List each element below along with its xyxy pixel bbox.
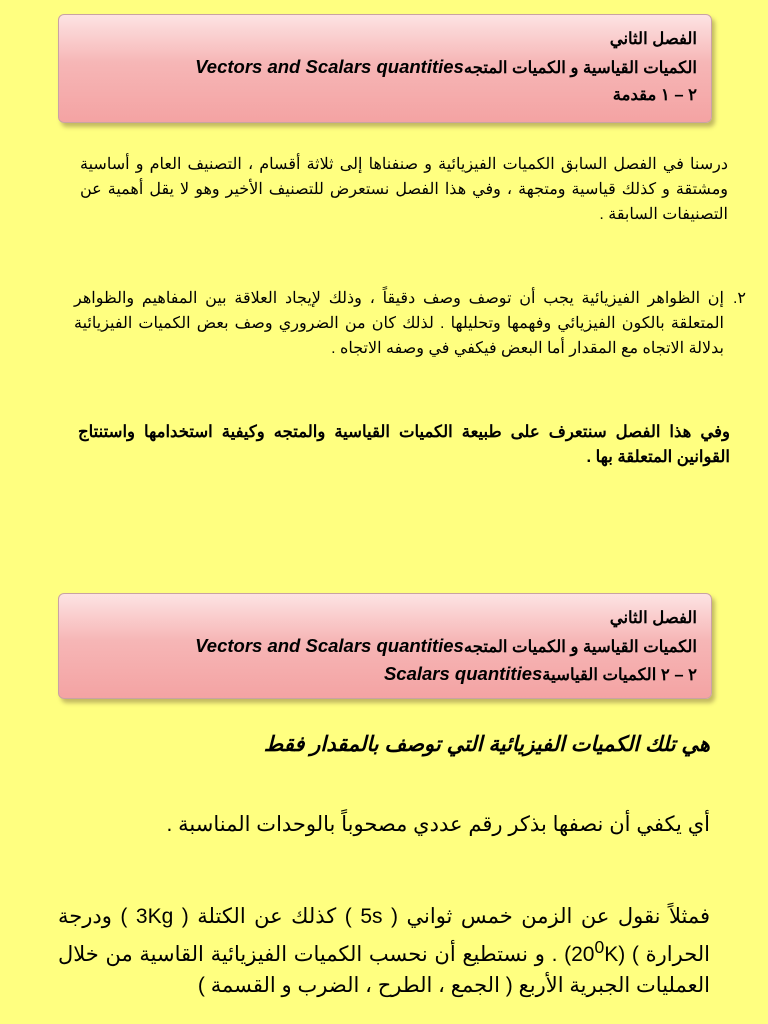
numbered-item (74, 286, 746, 361)
section-title-arabic: ٢ – ٢ الكميات القياسية (542, 666, 697, 684)
item-number: ٢. (732, 290, 746, 307)
item-text: إن الظواهر الفيزيائية يجب أن توصف وصف دقيقاً ، وذلك لإيجاد العلاقة بين المفاهيم والظواهر المتعلقة بالكون الفيزيائي وفهمها وتحليلها . لذلك كان من الضروري وصف بعض الكميات الفيزيائية بدلالة الاتجاه مع المقدار أما البعض فيكفي في وصفه الاتجاه . (74, 290, 724, 357)
chapter-title (73, 55, 697, 79)
section-title-english: Scalars quantities (383, 663, 543, 684)
chapter-title-english: Vectors and Scalars quantities (195, 635, 464, 656)
chapter-header-box (58, 593, 712, 699)
scalar-examples (58, 901, 710, 1001)
chapter-goal-paragraph: وفي هذا الفصل سنتعرف على طبيعة الكميات القياسية والمتجه وكيفية استخدامها واستنتاج القوانين المتعلقة بها . (78, 423, 730, 466)
section-title (73, 83, 697, 107)
chapter-title-arabic: الكميات القياسية و الكميات المتجه (463, 59, 697, 77)
chapter-title (73, 634, 697, 658)
chapter-label: الفصل الثاني (609, 30, 697, 48)
chapter-label: الفصل الثاني (609, 609, 697, 627)
chapter-title-arabic: الكميات القياسية و الكميات المتجه (463, 638, 697, 656)
section-title-arabic: ٢ – ١ مقدمة (612, 86, 697, 104)
slide-scalars (0, 575, 768, 1024)
scalar-definition: هي تلك الكميات الفيزيائية التي توصف بالمقدار فقط (263, 733, 710, 756)
examples-text-b: K) . و نستطيع أن نحسب الكميات الفيزيائية القاسية من خلال العمليات الجبرية الأربع ( الجمع ، الطرح ، الضرب و القسمة ) (58, 943, 710, 997)
section-title (73, 662, 697, 686)
examples-text-a: فمثلاً نقول عن الزمن خمس ثواني ( 5s ) كذلك عن الكتلة ( 3Kg ) ودرجة الحرارة ) (20 (58, 905, 710, 966)
chapter-title-english: Vectors and Scalars quantities (195, 56, 464, 77)
intro-paragraph: درسنا في الفصل السابق الكميات الفيزيائية و صنفناها إلى ثلاثة أقسام ، التصنيف العام و أساسية ومشتقة و كذلك قياسية ومتجهة ، وفي هذا الفصل نستعرض للتصنيف الأخير وهو لا يقل أهمية عن التصنيفات السابقة . (80, 156, 728, 223)
chapter-header-box (58, 14, 712, 123)
scalar-description: أي يكفي أن نصفها بذكر رقم عددي مصحوباً بالوحدات المناسبة . (166, 813, 710, 836)
degree-superscript: 0 (594, 937, 605, 957)
